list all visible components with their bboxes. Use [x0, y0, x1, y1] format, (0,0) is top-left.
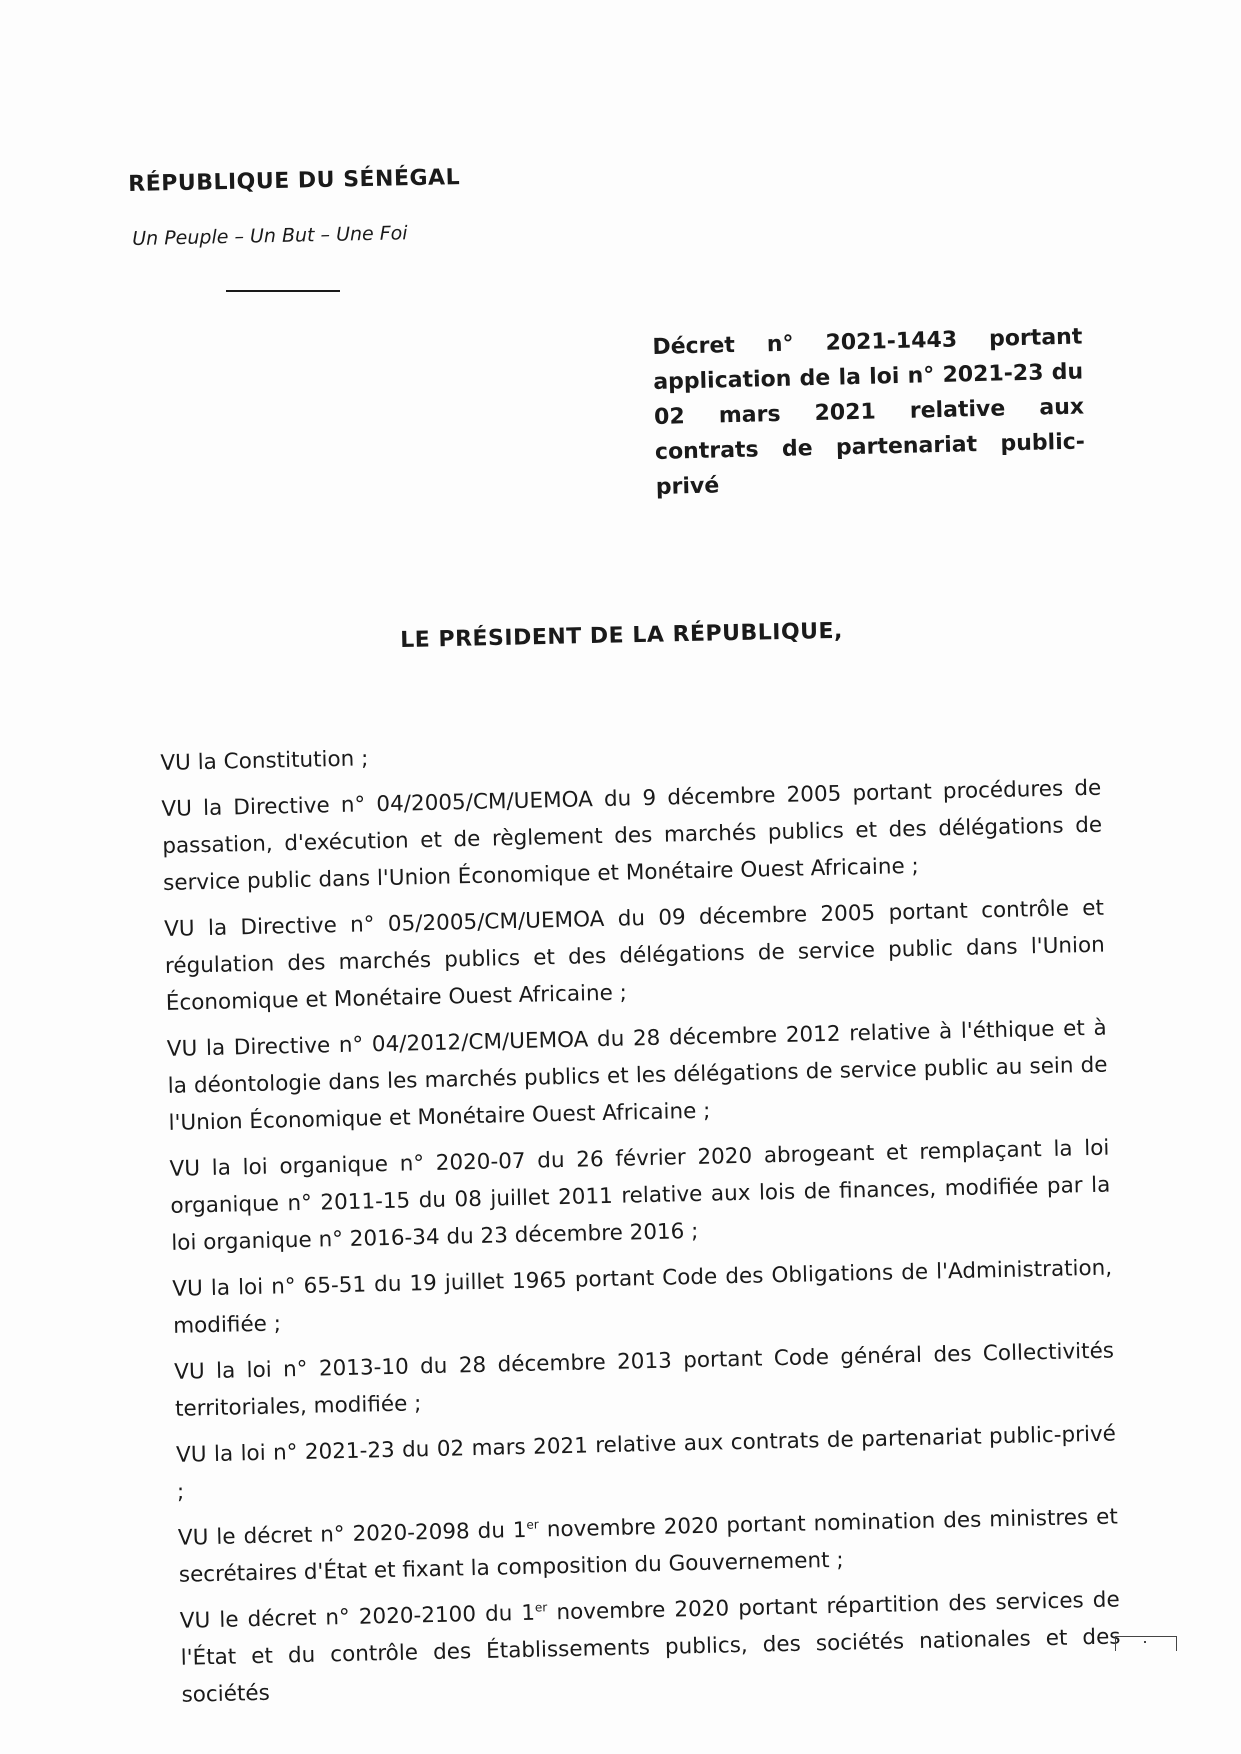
- visa-paragraph: VU la Directive n° 05/2005/CM/UEMOA du 09 décembre 2005 portant contrôle et régulation des marchés publics et des délégations de service public dans l'Union Économique et Monétaire Ouest Africaine ;: [163, 895, 1106, 1016]
- national-motto: Un Peuple – Un But – Une Foi: [132, 222, 408, 250]
- visa-text: VU le décret n° 2020-2100 du 1: [179, 1600, 536, 1634]
- president-heading: LE PRÉSIDENT DE LA RÉPUBLIQUE,: [400, 618, 844, 653]
- visa-paragraph: VU la Directive n° 04/2012/CM/UEMOA du 28 décembre 2012 relative à l'éthique et à la déontologie dans les marchés publics et les délégations de service public au sein de l'Union Économique et Monétaire Ouest Africaine ;: [166, 1015, 1108, 1136]
- visa-paragraph: VU la Constitution ;: [160, 746, 369, 776]
- header-divider: [226, 290, 340, 292]
- visa-paragraph: VU la loi organique n° 2020-07 du 26 février 2020 abrogeant et remplaçant la loi organique n° 2011-15 du 08 juillet 2011 relative aux lois de finances, modifiée par la loi organique n° 2016-34 du 23 décembre 2016 ;: [169, 1135, 1111, 1256]
- visa-paragraph: VU la loi n° 2021-23 du 02 mars 2021 relative aux contrats de partenariat public-privé ;: [175, 1421, 1117, 1505]
- visa-paragraph: VU la loi n° 65-51 du 19 juillet 1965 portant Code des Obligations de l'Administration, modifiée ;: [172, 1255, 1113, 1339]
- ordinal-superscript: er: [526, 1517, 539, 1532]
- ordinal-superscript: er: [534, 1600, 548, 1615]
- visa-paragraph-decret-2020-2100: [179, 1581, 1121, 1713]
- country-heading: RÉPUBLIQUE DU SÉNÉGAL: [128, 165, 461, 197]
- visa-text: novembre 2020 portant nomination des ministres et secrétaires d'État et fixant la composition du Gouvernement ;: [178, 1504, 1119, 1588]
- visa-text: VU le décret n° 2020-2098 du 1: [177, 1517, 527, 1551]
- visa-paragraph: VU la loi n° 2013-10 du 28 décembre 2013 portant Code général des Collectivités territoriales, modifiée ;: [173, 1338, 1115, 1422]
- page-corner-mark: [1115, 1636, 1177, 1651]
- decree-title: Décret n° 2021-1443 portant application de la loi n° 2021-23 du 02 mars 2021 relative aux contrats de partenariat public-privé: [652, 324, 1086, 500]
- visa-paragraph-decret-2020-2098: [178, 1498, 1119, 1593]
- visa-paragraph: VU la Directive n° 04/2005/CM/UEMOA du 9 décembre 2005 portant procédures de passation, d'exécution et de règlement des marchés publics et des délégations de service public dans l'Union Économique et Monétaire Ouest Africaine ;: [161, 775, 1103, 896]
- visa-list: [160, 724, 1122, 1723]
- page-mark-dot: [1144, 1641, 1146, 1643]
- visa-text: novembre 2020 portant répartition des services de l'État et du contrôle des Établissements publics, des sociétés nationales et des sociétés: [180, 1587, 1121, 1708]
